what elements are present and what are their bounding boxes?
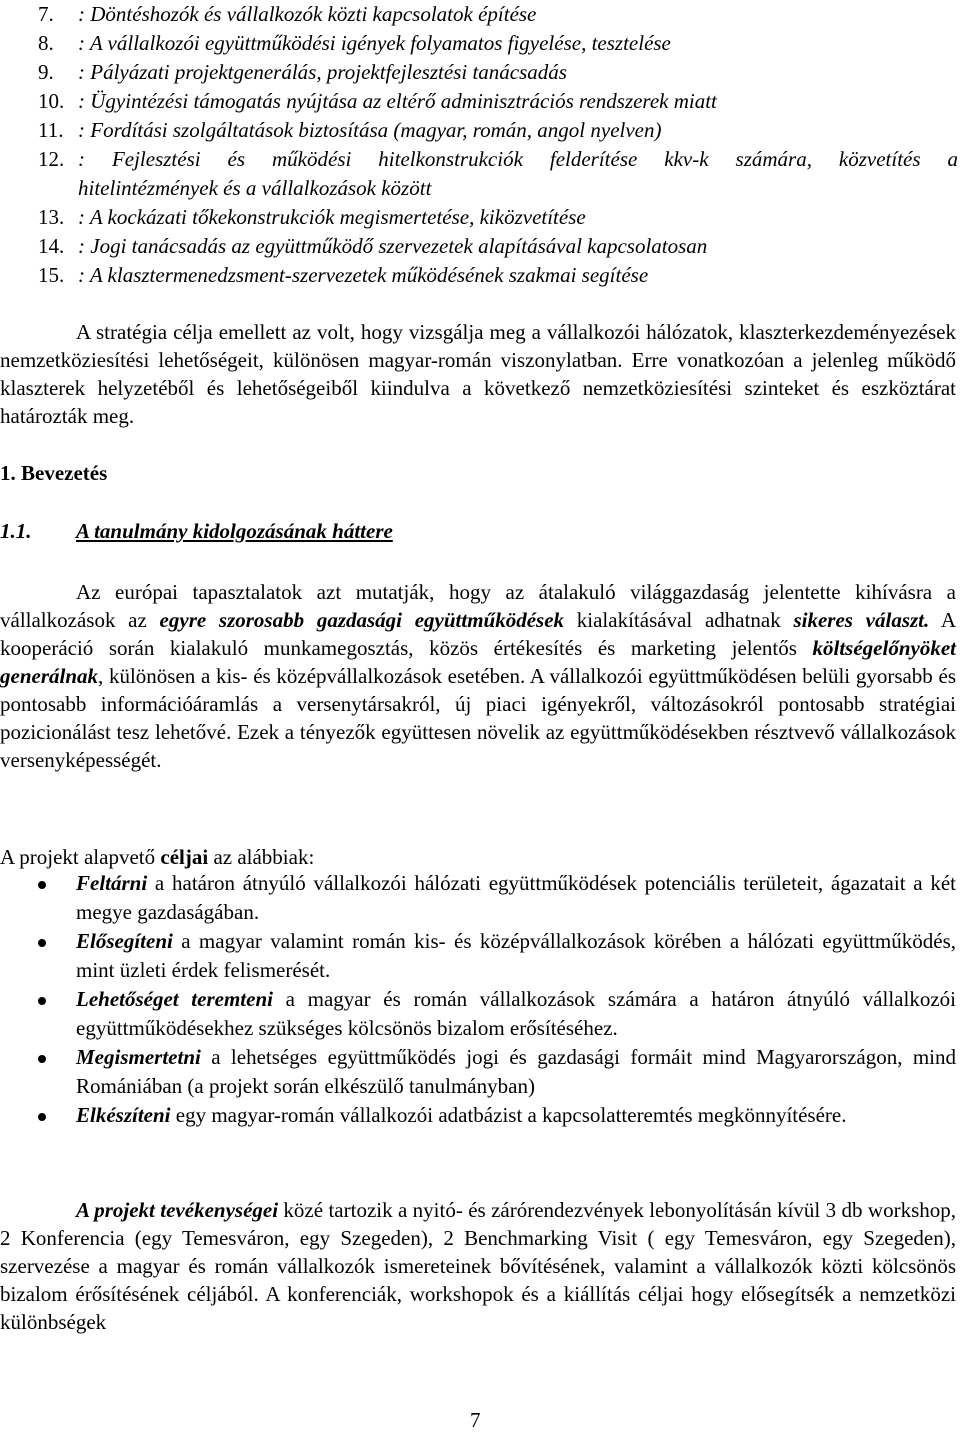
goal-verb: Elkészíteni <box>76 1103 171 1127</box>
emphasis-text: A projekt tevékenységei <box>76 1198 279 1222</box>
list-text: : Döntéshozók és vállalkozók közti kapcsolatok építése <box>78 2 537 26</box>
list-item <box>38 29 958 58</box>
subsection-heading <box>0 519 393 544</box>
list-text: : Ügyintézési támogatás nyújtása az eltérő adminisztrációs rendszerek miatt <box>78 89 717 113</box>
list-number: 15. <box>38 263 65 287</box>
list-number: 8. <box>38 31 54 55</box>
goal-verb: Feltárni <box>76 871 148 895</box>
list-text: : A klasztermenedzsment-szervezetek működésének szakmai segítése <box>78 263 649 287</box>
goal-item <box>0 869 956 927</box>
bullet-icon <box>38 997 46 1005</box>
list-item <box>38 232 958 261</box>
list-number: 9. <box>38 60 54 84</box>
list-text: : Jogi tanácsadás az együttműködő szervezetek alapításával kapcsolatosan <box>78 234 708 258</box>
goal-text: egy magyar-román vállalkozói adatbázist a kapcsolatteremtés megkönnyítésére. <box>170 1103 847 1127</box>
list-item <box>38 0 958 29</box>
goal-text: a határon átnyúló vállalkozói hálózati együttműködések potenciális területeit, ágazatait a két megye gazdaságában. <box>76 871 956 924</box>
text-run: A kooperáció során kialakuló munkamegosztás, közös értékesítés és marketing jelentős <box>0 608 957 660</box>
goals-intro <box>0 843 314 871</box>
bold-text: céljai <box>160 845 209 869</box>
activities-paragraph <box>0 1196 956 1336</box>
list-text: : A vállalkozói együttműködési igények folyamatos figyelése, tesztelése <box>78 31 671 55</box>
list-number: 14. <box>38 234 65 258</box>
services-list <box>38 0 958 290</box>
page-number: 7 <box>470 1408 481 1432</box>
goal-text: a magyar valamint román kis- és középvállalkozások körében a hálózati együttműködés, mint üzleti érdek felismerését. <box>76 929 956 982</box>
list-item <box>38 116 958 145</box>
section-heading: 1. Bevezetés <box>0 461 108 485</box>
list-text: : Fordítási szolgáltatások biztosítása (magyar, román, angol nyelven) <box>78 118 662 142</box>
bullet-icon <box>38 1113 46 1121</box>
text-run: kialakításával adhatnak <box>564 608 794 632</box>
list-number: 11. <box>38 118 64 142</box>
subsection-title: A tanulmány kidolgozásának háttere <box>76 519 393 543</box>
text-run: , különösen a kis- és középvállalkozások esetében. A vállalkozói együttműködésen belüli gyorsabb és pontosabb információáramlás a versenytársakról, új piaci igényekről, változásokról pontosabb stratégiai pozicionálást tesz lehetővé. Ezek a tényezők együttesen növelik az együttműködésekben résztvevő vállalkozások versenyképességét. <box>0 664 956 772</box>
list-number: 12. <box>38 147 65 171</box>
text-run: Az európai tapasztalatok azt mutatják, hogy az átalakuló világgazdaság jelentette kihívásra a vállalkozások az <box>0 580 956 632</box>
goal-text: a lehetséges együttműködés jogi és gazdasági formáit mind Magyarországon, mind Romániában (a projekt során elkészülő tanulmányban) <box>76 1045 956 1098</box>
subsection-number: 1.1. <box>0 519 32 543</box>
list-number: 10. <box>38 89 65 113</box>
goal-item <box>0 1101 956 1130</box>
bullet-icon <box>38 939 46 947</box>
list-item <box>38 87 958 116</box>
goal-item <box>0 927 956 985</box>
text-run: közé tartozik a nyitó- és zárórendezvények lebonyolításán kívül 3 db workshop, 2 Konferencia (egy Temesváron, egy Szegeden), 2 Benchmarking Visit ( egy Temesváron, egy Szegeden), szervezése a magyar és román vállalkozók ismereteinek bővítésének, valamint a vállalkozók közti kölcsönös bizalom érősítésének céljából. A konferenciák, workshopok és a kiállítás céljai hogy elősegítsék a nemzetközi különbségek <box>0 1198 956 1334</box>
text-run: A projekt alapvető <box>0 845 161 869</box>
bullet-icon <box>38 1055 46 1063</box>
goals-list <box>0 869 956 1130</box>
background-paragraph <box>0 578 956 774</box>
goal-item <box>0 985 956 1043</box>
list-item <box>38 203 958 232</box>
list-item <box>38 145 958 174</box>
goal-verb: Lehetőséget teremteni <box>76 987 273 1011</box>
list-number: 13. <box>38 205 65 229</box>
list-text: : A kockázati tőkekonstrukciók megismertetése, kiközvetítése <box>78 205 586 229</box>
strategy-paragraph: A stratégia célja emellett az volt, hogy vizsgálja meg a vállalkozói hálózatok, klaszterkezdeményezések nemzetköziesítési lehetőségeit, különösen magyar-román viszonylatban. Erre vonatkozóan a jelenleg működő klaszterek helyzetéből és lehetőségeiből kiindulva a következő nemzetköziesítési szinteket és eszköztárat határozták meg. <box>0 320 956 428</box>
goal-verb: Megismertetni <box>76 1045 201 1069</box>
list-number: 7. <box>38 2 54 26</box>
list-text: : Pályázati projektgenerálás, projektfejlesztési tanácsadás <box>78 60 567 84</box>
list-text-continuation: hitelintézmények és a vállalkozások között <box>78 176 432 200</box>
bullet-icon <box>38 881 46 889</box>
goal-text: a magyar és román vállalkozások számára a határon átnyúló vállalkozói együttműködésekhez szükséges kölcsönös bizalom erősítéséhez. <box>76 987 956 1040</box>
emphasis-text: költségelőnyöket generálnak <box>0 636 956 688</box>
emphasis-text: egyre szorosabb gazdasági együttműködések <box>159 608 565 632</box>
goal-item <box>0 1043 956 1101</box>
text-run: az alábbiak: <box>208 845 315 869</box>
list-item <box>38 261 958 290</box>
list-text: : Fejlesztési és működési hitelkonstrukciók felderítése kkv-k számára, közvetítés a <box>78 147 958 171</box>
emphasis-text: sikeres választ. <box>793 608 930 632</box>
goal-verb: Elősegíteni <box>76 929 173 953</box>
list-item <box>38 58 958 87</box>
